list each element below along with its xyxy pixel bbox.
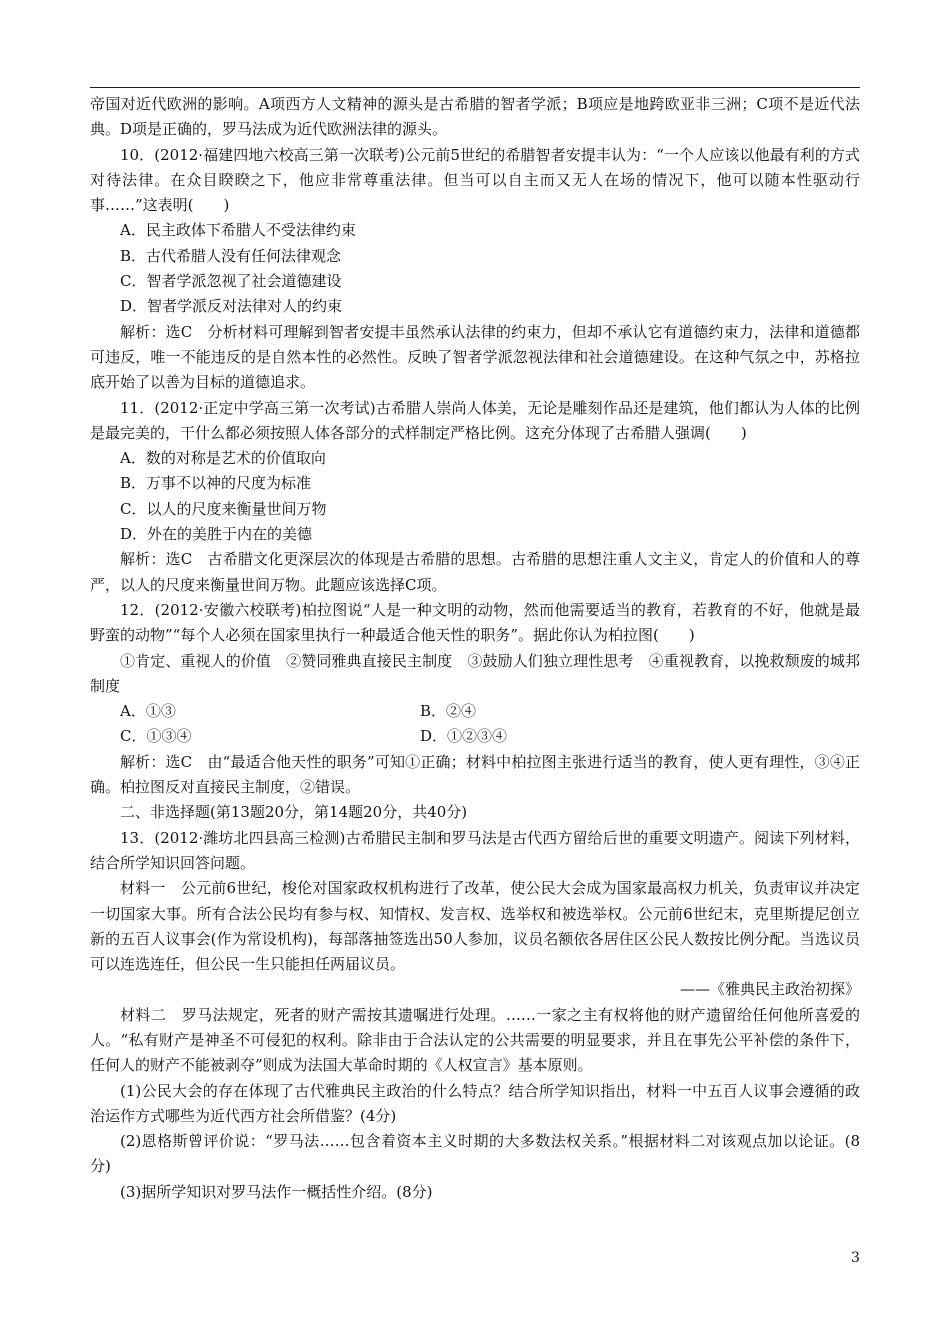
question-12-option-b: B．②④ xyxy=(420,702,477,721)
question-12 xyxy=(90,598,860,800)
question-13-material-1: 材料一 公元前6世纪，梭伦对国家政权机构进行了改革，使公民大会成为国家最高权力机关，负责审议并决定一切国家大事。所有合法公民均有参与权、知情权、发言权、选举权和被选举权。公元前6世纪末，克里斯提尼创立新的五百人议事会(作为常设机构)，每部落抽签选出50人参加，议员名额依各居住区公民人数按比例分配。当选议员可以连选连任，但公民一生只能担任两届议员。 xyxy=(90,879,860,974)
question-11-stem: 11．(2012·正定中学高三第一次考试)古希腊人崇尚人体美，无论是雕刻作品还是建筑，他们都认为人体的比例是最完美的，干什么都必须按照人体各部分的式样制定严格比例。这充分体现了古希腊人强调( ) xyxy=(90,398,860,442)
question-12-option-c: C．①③④ xyxy=(120,727,192,746)
question-13-sub-3: (3)据所学知识对罗马法作一概括性介绍。(8分) xyxy=(120,1182,433,1201)
page-content xyxy=(90,92,860,1205)
question-10-stem: 10．(2012·福建四地六校高三第一次联考)公元前5世纪的希腊智者安提丰认为：“一个人应该以他最有利的方式对待法律。在众目睽睽之下，他应非常尊重法律。但当可以自主而又无人在场的情况下，他可以随本性驱动行事……”这表明( ) xyxy=(90,145,860,215)
question-12-answer: 解析：选C 由“最适合他天性的职务”可知①正确；材料中柏拉图主张进行适当的教育，使人更有理性，③④正确。柏拉图反对直接民主制度，②错误。 xyxy=(90,752,860,797)
question-10-option-d: D．智者学派反对法律对人的约束 xyxy=(120,297,343,316)
question-12-stem: 12．(2012·安徽六校联考)柏拉图说“人是一种文明的动物，然而他需要适当的教育，若教育的不好，他就是最野蛮的动物”“每个人必须在国家里执行一种最适合他天性的职务”。据此你认为柏拉图( ) xyxy=(90,600,860,645)
header-rule xyxy=(90,87,860,88)
question-13-material-2: 材料二 罗马法规定，死者的财产需按其遗嘱进行处理。……一家之主有权将他的财产遗留给任何他所喜爱的人。“私有财产是神圣不可侵犯的权利。除非由于合法认定的公共需要的明显要求，并且在事先公平补偿的条件下，任何人的财产不能被剥夺”则成为法国大革命时期的《人权宣言》基本原则。 xyxy=(90,1005,860,1075)
section-heading: 二、非选择题(第13题20分，第14题20分，共40分) xyxy=(120,803,468,822)
question-12-option-d: D．①②③④ xyxy=(420,727,508,746)
question-13-stem: 13．(2012·潍坊北四县高三检测)古希腊民主制和罗马法是古代西方留给后世的重要文明遗产。阅读下列材料，结合所学知识回答问题。 xyxy=(90,828,860,872)
question-12-items: ①肯定、重视人的价值 ②赞同雅典直接民主制度 ③鼓励人们独立理性思考 ④重视教育，以挽救颓废的城邦制度 xyxy=(90,651,860,695)
question-13-sub-1: (1)公民大会的存在体现了古代雅典民主政治的什么特点？结合所学知识指出，材料一中五百人议事会遵循的政治运作方式哪些为近代西方社会所借鉴？(4分) xyxy=(90,1081,860,1125)
question-11-answer: 解析：选C 古希腊文化更深层次的体现是古希腊的思想。古希腊的思想注重人文主义，肯定人的价值和人的尊严，以人的尺度来衡量世间万物。此题应该选择C项。 xyxy=(90,550,860,594)
question-13-sub-2: (2)恩格斯曾评价说：“罗马法……包含着资本主义时期的大多数法权关系。”根据材料二对该观点加以论证。(8分) xyxy=(90,1132,860,1176)
question-10-option-a: A．民主政体下希腊人不受法律约束 xyxy=(120,221,356,240)
question-13-source: ——《雅典民主政治初探》 xyxy=(679,980,860,999)
question-11-option-c: C．以人的尺度来衡量世间万物 xyxy=(120,499,327,518)
question-10-option-b: B．古代希腊人没有任何法律观念 xyxy=(120,246,342,265)
intro-paragraph: 帝国对近代欧洲的影响。A项西方人文精神的源头是古希腊的智者学派；B项应是地跨欧亚非三洲；C项不是近代法典。D项是正确的，罗马法成为近代欧洲法律的源头。 xyxy=(90,95,860,139)
question-12-options-row-2 xyxy=(90,724,860,749)
question-13 xyxy=(90,826,860,1205)
question-11-option-b: B．万事不以神的尺度为标准 xyxy=(120,474,312,493)
page-number: 3 xyxy=(851,1250,860,1266)
question-10 xyxy=(90,143,860,396)
question-11-option-a: A．数的对称是艺术的价值取向 xyxy=(120,449,326,468)
question-12-option-a: A．①③ xyxy=(120,702,176,721)
question-10-option-c: C．智者学派忽视了社会道德建设 xyxy=(120,272,342,291)
question-12-options-row-1 xyxy=(90,699,860,724)
question-11-option-d: D．外在的美胜于内在的美德 xyxy=(120,525,313,544)
question-11 xyxy=(90,396,860,598)
question-10-answer: 解析：选C 分析材料可理解到智者安提丰虽然承认法律的约束力，但却不承认它有道德约束力，法律和道德都可违反，唯一不能违反的是自然本性的必然性。反映了智者学派忽视法律和社会道德建设。在这种气氛之中，苏格拉底开始了以善为目标的道德追求。 xyxy=(90,322,860,392)
